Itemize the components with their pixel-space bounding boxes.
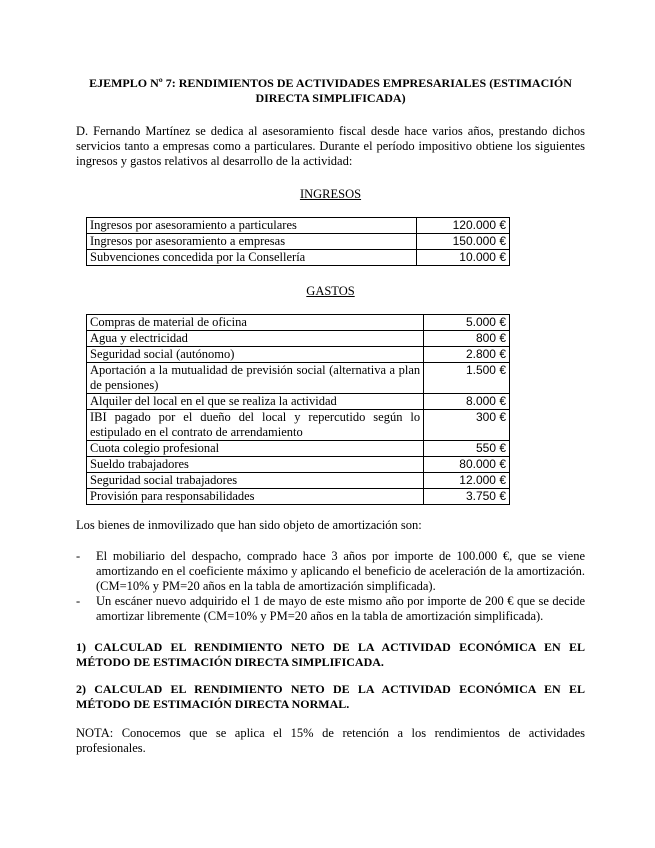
table-row (87, 363, 510, 394)
gastos-table (86, 314, 510, 505)
question-1: 1) CALCULAD EL RENDIMIENTO NETO DE LA ACTIVIDAD ECONÓMICA EN EL MÉTODO DE ESTIMACIÓN DIRECTA SIMPLIFICADA. (76, 640, 585, 669)
list-item-text: El mobiliario del despacho, comprado hace 3 años por importe de 100.000 €, que se viene amortizando en el coeficiente máximo y aplicando el beneficio de aceleración de la amortización. (CM=10% y PM=20 años en la tabla de amortización simplificada). (96, 549, 585, 593)
intro-paragraph: D. Fernando Martínez se dedica al asesoramiento fiscal desde hace varios años, prestando dichos servicios tanto a empresas como a particulares. Durante el período impositivo obtiene los siguientes ingresos y gastos relativos al desarrollo de la actividad: (76, 124, 585, 168)
amount-cell: 1.500 € (424, 363, 510, 394)
list-item (76, 594, 585, 624)
concept-cell: Agua y electricidad (87, 331, 424, 347)
table-row (87, 250, 510, 266)
amount-cell: 150.000 € (417, 234, 510, 250)
concept-cell: Compras de material de oficina (87, 315, 424, 331)
document-page (76, 76, 585, 756)
concept-cell: Aportación a la mutualidad de previsión social (alternativa a plan de pensiones) (87, 363, 424, 394)
amount-cell: 300 € (424, 410, 510, 441)
amount-cell: 12.000 € (424, 473, 510, 489)
table-row (87, 394, 510, 410)
table-row (87, 441, 510, 457)
table-row (87, 347, 510, 363)
concept-cell: Ingresos por asesoramiento a particulares (87, 218, 417, 234)
table-row (87, 457, 510, 473)
ingresos-heading: INGRESOS (299, 187, 362, 201)
table-row (87, 234, 510, 250)
amount-cell: 8.000 € (424, 394, 510, 410)
concept-cell: Seguridad social (autónomo) (87, 347, 424, 363)
concept-cell: Cuota colegio profesional (87, 441, 424, 457)
amount-cell: 10.000 € (417, 250, 510, 266)
inmovilizado-intro: Los bienes de inmovilizado que han sido objeto de amortización son: (76, 518, 422, 532)
question-2: 2) CALCULAD EL RENDIMIENTO NETO DE LA ACTIVIDAD ECONÓMICA EN EL MÉTODO DE ESTIMACIÓN DIRECTA NORMAL. (76, 682, 585, 711)
concept-cell: Seguridad social trabajadores (87, 473, 424, 489)
dash-bullet: - (76, 549, 81, 563)
dash-bullet: - (76, 594, 81, 608)
table-row (87, 410, 510, 441)
concept-cell: Alquiler del local en el que se realiza la actividad (87, 394, 424, 410)
amount-cell: 800 € (424, 331, 510, 347)
amount-cell: 3.750 € (424, 489, 510, 505)
ingresos-table (86, 217, 510, 266)
note-paragraph: NOTA: Conocemos que se aplica el 15% de retención a los rendimientos de actividades profesionales. (76, 726, 585, 755)
concept-cell: Provisión para responsabilidades (87, 489, 424, 505)
amount-cell: 120.000 € (417, 218, 510, 234)
concept-cell: Ingresos por asesoramiento a empresas (87, 234, 417, 250)
inmovilizado-list (76, 549, 585, 624)
list-item (76, 549, 585, 594)
table-row (87, 489, 510, 505)
gastos-heading: GASTOS (306, 284, 355, 298)
table-row (87, 315, 510, 331)
amount-cell: 550 € (424, 441, 510, 457)
list-item-text: Un escáner nuevo adquirido el 1 de mayo de este mismo año por importe de 200 € que se decide amortizar libremente (CM=10% y PM=20 años en la tabla de amortización simplificada). (96, 594, 585, 623)
table-row (87, 218, 510, 234)
table-row (87, 331, 510, 347)
page-title: EJEMPLO Nº 7: RENDIMIENTOS DE ACTIVIDADES EMPRESARIALES (ESTIMACIÓN DIRECTA SIMPLIFICADA) (89, 76, 572, 105)
concept-cell: IBI pagado por el dueño del local y repercutido según lo estipulado en el contrato de arrendamiento (87, 410, 424, 441)
amount-cell: 2.800 € (424, 347, 510, 363)
table-row (87, 473, 510, 489)
concept-cell: Subvenciones concedida por la Consellería (87, 250, 417, 266)
amount-cell: 80.000 € (424, 457, 510, 473)
concept-cell: Sueldo trabajadores (87, 457, 424, 473)
amount-cell: 5.000 € (424, 315, 510, 331)
